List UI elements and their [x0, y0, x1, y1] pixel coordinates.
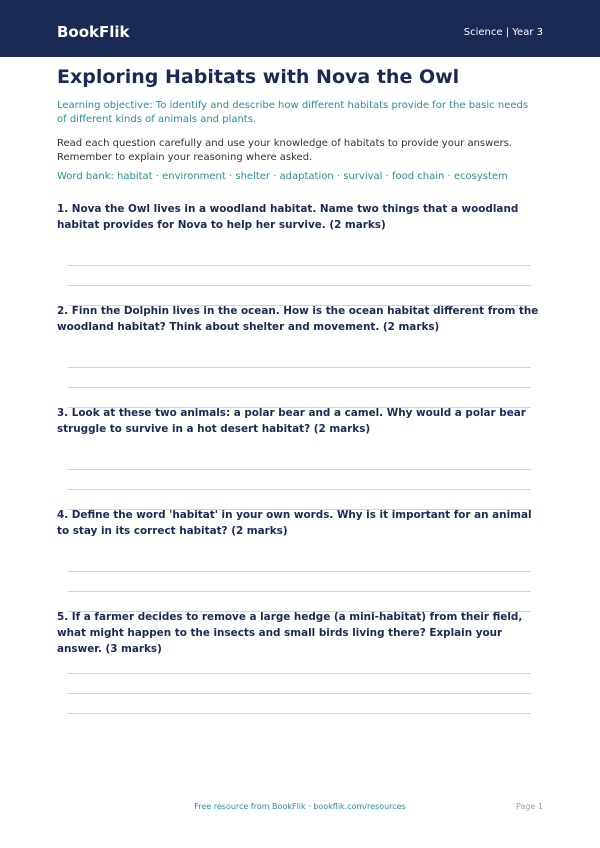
- learning-objective: Learning objective: To identify and describe how different habitats provide for the basic needs of different kinds of animals and plants.: [57, 100, 529, 125]
- answer-line[interactable]: [68, 591, 531, 592]
- worksheet-title: Exploring Habitats with Nova the Owl: [57, 66, 460, 88]
- question-3: 3. Look at these two animals: a polar bear and a camel. Why would a polar bear struggle to survive in a hot desert habitat? (2 marks): [57, 407, 526, 435]
- answer-line[interactable]: [68, 387, 531, 388]
- answer-line[interactable]: [68, 713, 531, 714]
- answer-line[interactable]: [68, 571, 531, 572]
- footer-resource-text: Free resource from BookFlik · bookflik.com/resources: [194, 802, 406, 811]
- answer-line[interactable]: [68, 693, 531, 694]
- header-bar: [0, 0, 600, 57]
- brand-logo-text: BookFlik: [57, 23, 130, 41]
- question-5: 5. If a farmer decides to remove a large hedge (a mini-habitat) from their field, what might happen to the insects and small birds living there? Explain your answer. (3 marks): [57, 611, 523, 655]
- instructions-text: Read each question carefully and use your knowledge of habitats to provide your answers. Remember to explain your reasoning where asked.: [57, 138, 512, 163]
- question-2: 2. Finn the Dolphin lives in the ocean. How is the ocean habitat different from the woodland habitat? Think about shelter and movement. (2 marks): [57, 305, 539, 333]
- page-number: Page 1: [516, 802, 543, 811]
- answer-line[interactable]: [68, 469, 531, 470]
- answer-line[interactable]: [68, 367, 531, 368]
- subject-year-label: Science | Year 3: [463, 27, 543, 38]
- answer-line[interactable]: [68, 489, 531, 490]
- question-1: 1. Nova the Owl lives in a woodland habitat. Name two things that a woodland habitat provides for Nova to help her survive. (2 marks): [57, 203, 519, 231]
- answer-line[interactable]: [68, 265, 531, 266]
- question-4: 4. Define the word 'habitat' in your own words. Why is it important for an animal to stay in its correct habitat? (2 marks): [57, 509, 532, 537]
- word-bank: Word bank: habitat · environment · shelter · adaptation · survival · food chain · ecosystem: [57, 171, 508, 182]
- answer-line[interactable]: [68, 673, 531, 674]
- answer-line[interactable]: [68, 285, 531, 286]
